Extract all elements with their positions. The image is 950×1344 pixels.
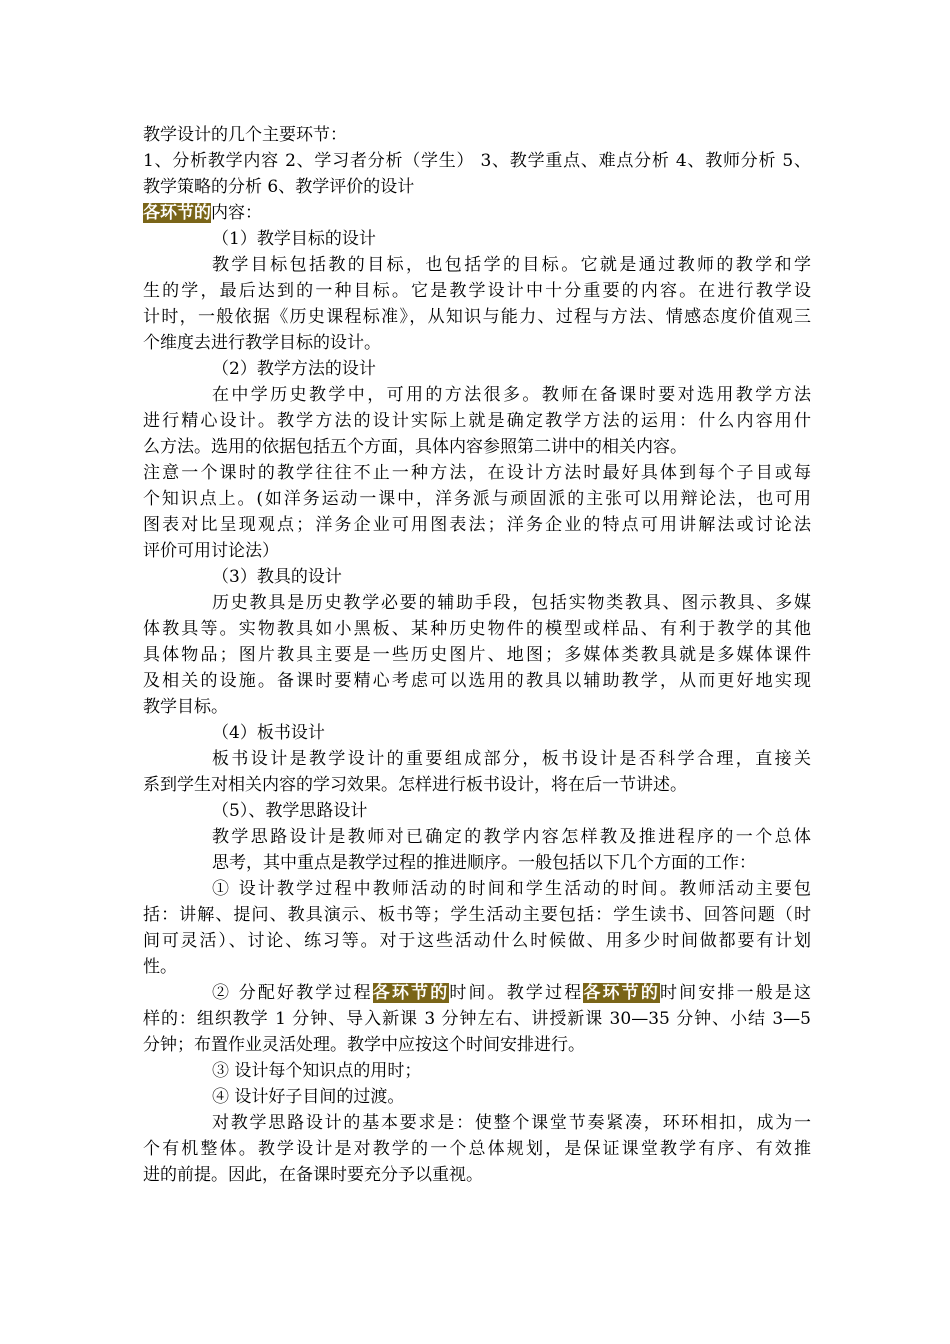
text-line	[143, 902, 811, 928]
text-segment: 时间安排一般是这	[659, 983, 812, 1003]
text-line	[143, 200, 811, 226]
text-line	[143, 980, 811, 1006]
text-segment: 对教学思路设计的基本要求是：使整个课堂节奏紧凑，环环相扣，成为一	[212, 1113, 811, 1133]
text-segment: 注意一个课时的教学往往不止一种方法，在设计方法时最好具体到每个子目或每	[143, 463, 811, 483]
text-line	[143, 278, 811, 304]
text-segment: （1）教学目标的设计	[212, 229, 376, 249]
text-segment: 教学目标包括教的目标，也包括学的目标。它就是通过教师的教学和学	[212, 255, 811, 275]
text-line	[143, 1162, 811, 1188]
highlighted-term: 各环节的	[583, 983, 660, 1003]
text-segment: 及相关的设施。备课时要精心考虑可以选用的教具以辅助教学，从而更好地实现	[143, 671, 811, 691]
text-segment: ③ 设计每个知识点的用时；	[212, 1061, 422, 1081]
text-line	[143, 148, 811, 174]
text-segment: （4）板书设计	[212, 723, 325, 743]
text-line	[143, 746, 811, 772]
text-line	[143, 824, 811, 850]
text-segment: （3）教具的设计	[212, 567, 342, 587]
highlighted-term: 各环节的	[372, 983, 450, 1003]
text-line	[143, 538, 811, 564]
text-segment: 个有机整体。教学设计是对教学的一个总体规划，是保证课堂教学有序、有效推	[143, 1139, 811, 1159]
text-line	[143, 1032, 811, 1058]
text-line	[143, 668, 811, 694]
text-segment: （5）、教学思路设计	[212, 801, 368, 821]
text-segment: 图表对比呈现观点；洋务企业可用图表法；洋务企业的特点可用讲解法或讨论法	[143, 515, 811, 535]
text-line	[143, 954, 811, 980]
text-line	[143, 1058, 811, 1084]
highlighted-term: 各环节的	[143, 203, 211, 223]
text-line	[143, 122, 811, 148]
text-segment: ① 设计教学过程中教师活动的时间和学生活动的时间。教师活动主要包	[212, 879, 811, 899]
text-segment: 教学思路设计是教师对已确定的教学内容怎样教及推进程序的一个总体	[212, 827, 811, 847]
text-segment: 内容：	[211, 203, 262, 223]
text-segment: 历史教具是历史教学必要的辅助手段，包括实物类教具、图示教具、多媒	[212, 593, 811, 613]
text-segment: 性。	[143, 957, 177, 977]
text-line	[143, 486, 811, 512]
text-segment: 在中学历史教学中，可用的方法很多。教师在备课时要对选用教学方法	[212, 385, 811, 405]
text-line	[143, 330, 811, 356]
section-heading-line	[143, 356, 811, 382]
text-line	[143, 850, 811, 876]
text-line	[143, 252, 811, 278]
text-segment: ④ 设计好子目间的过渡。	[212, 1087, 405, 1107]
document-body	[143, 122, 811, 1188]
section-heading-line	[143, 226, 811, 252]
text-segment: 生的学，最后达到的一种目标。它是教学设计中十分重要的内容。在进行教学设	[143, 281, 811, 301]
text-line	[143, 616, 811, 642]
text-segment: 么方法。选用的依据包括五个方面，具体内容参照第二讲中的相关内容。	[143, 437, 687, 457]
text-line	[143, 1110, 811, 1136]
text-segment: 个维度去进行教学目标的设计。	[143, 333, 381, 353]
text-segment: 教学策略的分析 6、教学评价的设计	[143, 177, 415, 197]
text-segment: 样的：组织教学 1 分钟、导入新课 3 分钟左右、讲授新课 30—35 分钟、小结 3—5	[143, 1009, 811, 1029]
text-segment: 进的前提。因此，在备课时要充分予以重视。	[143, 1165, 483, 1185]
text-line	[143, 694, 811, 720]
text-segment: 时间。教学过程	[449, 983, 584, 1003]
text-segment: 教学目标。	[143, 697, 228, 717]
text-line	[143, 304, 811, 330]
text-segment: 教学设计的几个主要环节：	[143, 125, 347, 145]
text-segment: 个知识点上。(如洋务运动一课中，洋务派与顽固派的主张可以用辩论法，也可用	[143, 489, 811, 509]
text-line	[143, 1084, 811, 1110]
text-segment: （2）教学方法的设计	[212, 359, 376, 379]
text-line	[143, 590, 811, 616]
text-line	[143, 408, 811, 434]
text-segment: 思考，其中重点是教学过程的推进顺序。一般包括以下几个方面的工作：	[212, 853, 756, 873]
text-segment: ② 分配好教学过程	[212, 983, 373, 1003]
text-segment: 系到学生对相关内容的学习效果。怎样进行板书设计，将在后一节讲述。	[143, 775, 687, 795]
text-segment: 体教具等。实物教具如小黑板、某种历史物件的模型或样品、有利于教学的其他	[143, 619, 811, 639]
text-segment: 间可灵活）、讨论、练习等。对于这些活动什么时候做、用多少时间做都要有计划	[143, 931, 811, 951]
text-line	[143, 876, 811, 902]
text-segment: 板书设计是教学设计的重要组成部分，板书设计是否科学合理，直接关	[212, 749, 811, 769]
text-segment: 进行精心设计。教学方法的设计实际上就是确定教学方法的运用：什么内容用什	[143, 411, 811, 431]
section-heading-line	[143, 720, 811, 746]
text-line	[143, 1136, 811, 1162]
text-line	[143, 772, 811, 798]
text-segment: 1、分析教学内容 2、学习者分析（学生） 3、教学重点、难点分析 4、教师分析 5、	[143, 151, 811, 171]
text-line	[143, 174, 811, 200]
text-line	[143, 642, 811, 668]
text-segment: 评价可用讨论法）	[143, 541, 279, 561]
text-line	[143, 434, 811, 460]
section-heading-line	[143, 798, 811, 824]
text-line	[143, 460, 811, 486]
text-line	[143, 512, 811, 538]
text-segment: 分钟；布置作业灵活处理。教学中应按这个时间安排进行。	[143, 1035, 585, 1055]
text-segment: 括：讲解、提问、教具演示、板书等；学生活动主要包括：学生读书、回答问题（时	[143, 905, 811, 925]
text-line	[143, 928, 811, 954]
section-heading-line	[143, 564, 811, 590]
text-segment: 计时，一般依据《历史课程标准》，从知识与能力、过程与方法、情感态度价值观三	[143, 307, 811, 327]
text-line	[143, 1006, 811, 1032]
text-line	[143, 382, 811, 408]
text-segment: 具体物品；图片教具主要是一些历史图片、地图；多媒体类教具就是多媒体课件	[143, 645, 811, 665]
